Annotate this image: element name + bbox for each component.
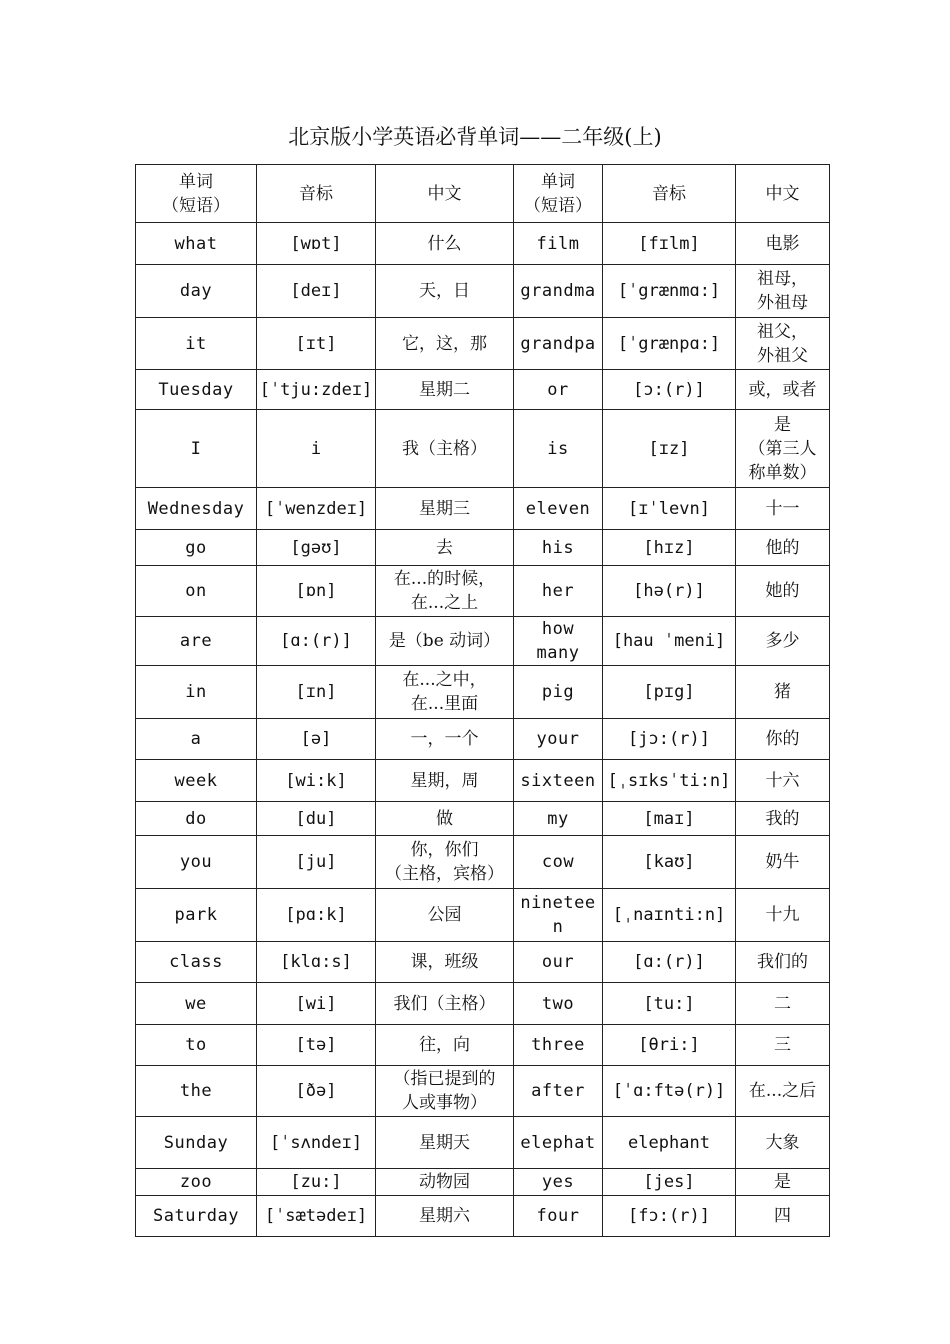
- cell-chinese: 我们（主格）: [376, 983, 514, 1025]
- table-row: [136, 617, 830, 666]
- cell-chinese: 公园: [376, 889, 514, 942]
- cell-word-2: film: [514, 223, 603, 265]
- table-row: [136, 802, 830, 836]
- cell-word: do: [136, 802, 257, 836]
- cell-word: on: [136, 566, 257, 617]
- header-phonetic-2: 音标: [603, 165, 736, 223]
- cell-word-2: his: [514, 530, 603, 566]
- cell-chinese: 做: [376, 802, 514, 836]
- cell-chinese: 星期，周: [376, 760, 514, 802]
- cell-phonetic-2: [ˈgrænmɑ:]: [603, 265, 736, 318]
- cell-word: park: [136, 889, 257, 942]
- cell-word-2: grandma: [514, 265, 603, 318]
- vocabulary-table: [135, 164, 830, 1237]
- cell-phonetic-2: [kaʊ]: [603, 836, 736, 889]
- cell-chinese-2: 祖父， 外祖父: [736, 318, 830, 370]
- table-row: [136, 760, 830, 802]
- cell-word: I: [136, 410, 257, 488]
- cell-chinese-2: 是: [736, 1169, 830, 1196]
- cell-chinese-2: 奶牛: [736, 836, 830, 889]
- table-row: [136, 265, 830, 318]
- cell-phonetic-2: [hə(r)]: [603, 566, 736, 617]
- cell-chinese-2: 电影: [736, 223, 830, 265]
- table-header-row: [136, 165, 830, 223]
- table-row: [136, 488, 830, 530]
- cell-phonetic: i: [257, 410, 376, 488]
- table-row: [136, 1169, 830, 1196]
- cell-phonetic: [du]: [257, 802, 376, 836]
- cell-chinese: （指已提到的 人或事物）: [376, 1066, 514, 1117]
- cell-phonetic-2: [hau ˈmeni]: [603, 617, 736, 666]
- cell-word-2: after: [514, 1066, 603, 1117]
- cell-word: Wednesday: [136, 488, 257, 530]
- cell-chinese-2: 我的: [736, 802, 830, 836]
- cell-chinese-2: 我们的: [736, 942, 830, 983]
- cell-word-2: grandpa: [514, 318, 603, 370]
- cell-word: a: [136, 719, 257, 760]
- cell-chinese: 它，这，那: [376, 318, 514, 370]
- cell-word-2: pig: [514, 666, 603, 719]
- cell-phonetic-2: [fɪlm]: [603, 223, 736, 265]
- cell-chinese: 在...的时候， 在...之上: [376, 566, 514, 617]
- page-title: 北京版小学英语必背单词——二年级(上): [288, 125, 662, 149]
- cell-chinese-2: 四: [736, 1196, 830, 1237]
- cell-word: go: [136, 530, 257, 566]
- cell-chinese: 星期六: [376, 1196, 514, 1237]
- cell-chinese-2: 他的: [736, 530, 830, 566]
- cell-phonetic: [ə]: [257, 719, 376, 760]
- table-row: [136, 719, 830, 760]
- table-row: [136, 566, 830, 617]
- cell-phonetic-2: [jes]: [603, 1169, 736, 1196]
- cell-word-2: sixteen: [514, 760, 603, 802]
- cell-phonetic-2: [ˌnaɪnti:n]: [603, 889, 736, 942]
- cell-chinese: 在...之中， 在...里面: [376, 666, 514, 719]
- cell-chinese-2: 是 （第三人 称单数）: [736, 410, 830, 488]
- table-row: [136, 836, 830, 889]
- cell-phonetic: [ɒn]: [257, 566, 376, 617]
- cell-chinese-2: 或，或者: [736, 370, 830, 410]
- cell-word-2: our: [514, 942, 603, 983]
- cell-phonetic-2: [ˌsɪksˈti:n]: [603, 760, 736, 802]
- cell-word: you: [136, 836, 257, 889]
- cell-word-2: is: [514, 410, 603, 488]
- cell-chinese-2: 二: [736, 983, 830, 1025]
- cell-word: week: [136, 760, 257, 802]
- cell-word: Sunday: [136, 1117, 257, 1169]
- cell-chinese-2: 在...之后: [736, 1066, 830, 1117]
- cell-word: day: [136, 265, 257, 318]
- cell-phonetic: [ˈsætədeɪ]: [257, 1196, 376, 1237]
- cell-phonetic: [ɑ:(r)]: [257, 617, 376, 666]
- cell-word: it: [136, 318, 257, 370]
- cell-phonetic: [ˈtju:zdeɪ]: [257, 370, 376, 410]
- header-chinese-2: 中文: [736, 165, 830, 223]
- cell-phonetic-2: [fɔ:(r)]: [603, 1196, 736, 1237]
- cell-phonetic: [tə]: [257, 1025, 376, 1066]
- table-row: [136, 530, 830, 566]
- cell-word: Tuesday: [136, 370, 257, 410]
- cell-phonetic: [pɑ:k]: [257, 889, 376, 942]
- cell-chinese: 星期天: [376, 1117, 514, 1169]
- cell-word-2: your: [514, 719, 603, 760]
- cell-phonetic-2: [hɪz]: [603, 530, 736, 566]
- table-row: [136, 1066, 830, 1117]
- cell-phonetic-2: [ɔ:(r)]: [603, 370, 736, 410]
- cell-word: class: [136, 942, 257, 983]
- table-row: [136, 1196, 830, 1237]
- cell-chinese: 去: [376, 530, 514, 566]
- cell-phonetic-2: elephant: [603, 1117, 736, 1169]
- cell-phonetic-2: [pɪg]: [603, 666, 736, 719]
- table-body: [136, 223, 830, 1237]
- cell-word-2: elephat: [514, 1117, 603, 1169]
- header-word: 单词 （短语）: [136, 165, 257, 223]
- cell-word-2: two: [514, 983, 603, 1025]
- table-row: [136, 370, 830, 410]
- cell-word: what: [136, 223, 257, 265]
- cell-word: are: [136, 617, 257, 666]
- cell-phonetic: [ɪn]: [257, 666, 376, 719]
- cell-phonetic-2: [tu:]: [603, 983, 736, 1025]
- cell-phonetic: [ju]: [257, 836, 376, 889]
- cell-chinese-2: 猪: [736, 666, 830, 719]
- cell-word: in: [136, 666, 257, 719]
- table-row: [136, 1117, 830, 1169]
- cell-word: to: [136, 1025, 257, 1066]
- cell-word-2: cow: [514, 836, 603, 889]
- cell-chinese-2: 你的: [736, 719, 830, 760]
- cell-chinese: 你，你们 （主格，宾格）: [376, 836, 514, 889]
- cell-phonetic-2: [ɑ:(r)]: [603, 942, 736, 983]
- cell-phonetic: [ˈwenzdeɪ]: [257, 488, 376, 530]
- table-row: [136, 983, 830, 1025]
- table-row: [136, 318, 830, 370]
- cell-chinese: 天，日: [376, 265, 514, 318]
- header-chinese: 中文: [376, 165, 514, 223]
- cell-word-2: how many: [514, 617, 603, 666]
- cell-phonetic: [wi:k]: [257, 760, 376, 802]
- cell-chinese: 星期二: [376, 370, 514, 410]
- cell-phonetic: [deɪ]: [257, 265, 376, 318]
- cell-word-2: yes: [514, 1169, 603, 1196]
- cell-chinese-2: 多少: [736, 617, 830, 666]
- cell-word: the: [136, 1066, 257, 1117]
- table-row: [136, 1025, 830, 1066]
- cell-word-2: or: [514, 370, 603, 410]
- cell-phonetic-2: [ɪz]: [603, 410, 736, 488]
- cell-word: zoo: [136, 1169, 257, 1196]
- cell-word-2: my: [514, 802, 603, 836]
- cell-phonetic: [klɑ:s]: [257, 942, 376, 983]
- cell-phonetic: [wɒt]: [257, 223, 376, 265]
- cell-word-2: ninetee n: [514, 889, 603, 942]
- cell-chinese-2: 祖母， 外祖母: [736, 265, 830, 318]
- cell-phonetic-2: [ˈɑ:ftə(r)]: [603, 1066, 736, 1117]
- cell-word-2: three: [514, 1025, 603, 1066]
- table-row: [136, 666, 830, 719]
- cell-chinese-2: 她的: [736, 566, 830, 617]
- cell-word-2: four: [514, 1196, 603, 1237]
- cell-chinese-2: 三: [736, 1025, 830, 1066]
- cell-chinese: 课，班级: [376, 942, 514, 983]
- cell-chinese-2: 大象: [736, 1117, 830, 1169]
- cell-phonetic: [ˈsʌndeɪ]: [257, 1117, 376, 1169]
- cell-chinese-2: 十六: [736, 760, 830, 802]
- cell-chinese-2: 十九: [736, 889, 830, 942]
- cell-chinese: 一，一个: [376, 719, 514, 760]
- cell-word: we: [136, 983, 257, 1025]
- cell-chinese: 是（be 动词）: [376, 617, 514, 666]
- cell-phonetic-2: [ˈgrænpɑ:]: [603, 318, 736, 370]
- cell-phonetic: [gəʊ]: [257, 530, 376, 566]
- header-word-2: 单词 （短语）: [514, 165, 603, 223]
- cell-phonetic: [ðə]: [257, 1066, 376, 1117]
- table-row: [136, 223, 830, 265]
- cell-phonetic-2: [jɔ:(r)]: [603, 719, 736, 760]
- table-row: [136, 410, 830, 488]
- cell-word-2: her: [514, 566, 603, 617]
- header-phonetic: 音标: [257, 165, 376, 223]
- cell-phonetic: [zu:]: [257, 1169, 376, 1196]
- table-row: [136, 889, 830, 942]
- table-row: [136, 942, 830, 983]
- cell-word: Saturday: [136, 1196, 257, 1237]
- cell-chinese: 动物园: [376, 1169, 514, 1196]
- cell-phonetic-2: [maɪ]: [603, 802, 736, 836]
- cell-chinese: 我（主格）: [376, 410, 514, 488]
- cell-phonetic: [wi]: [257, 983, 376, 1025]
- cell-chinese: 星期三: [376, 488, 514, 530]
- cell-phonetic: [ɪt]: [257, 318, 376, 370]
- cell-phonetic-2: [ɪˈlevn]: [603, 488, 736, 530]
- cell-phonetic-2: [θri:]: [603, 1025, 736, 1066]
- cell-word-2: eleven: [514, 488, 603, 530]
- cell-chinese: 往，向: [376, 1025, 514, 1066]
- cell-chinese: 什么: [376, 223, 514, 265]
- cell-chinese-2: 十一: [736, 488, 830, 530]
